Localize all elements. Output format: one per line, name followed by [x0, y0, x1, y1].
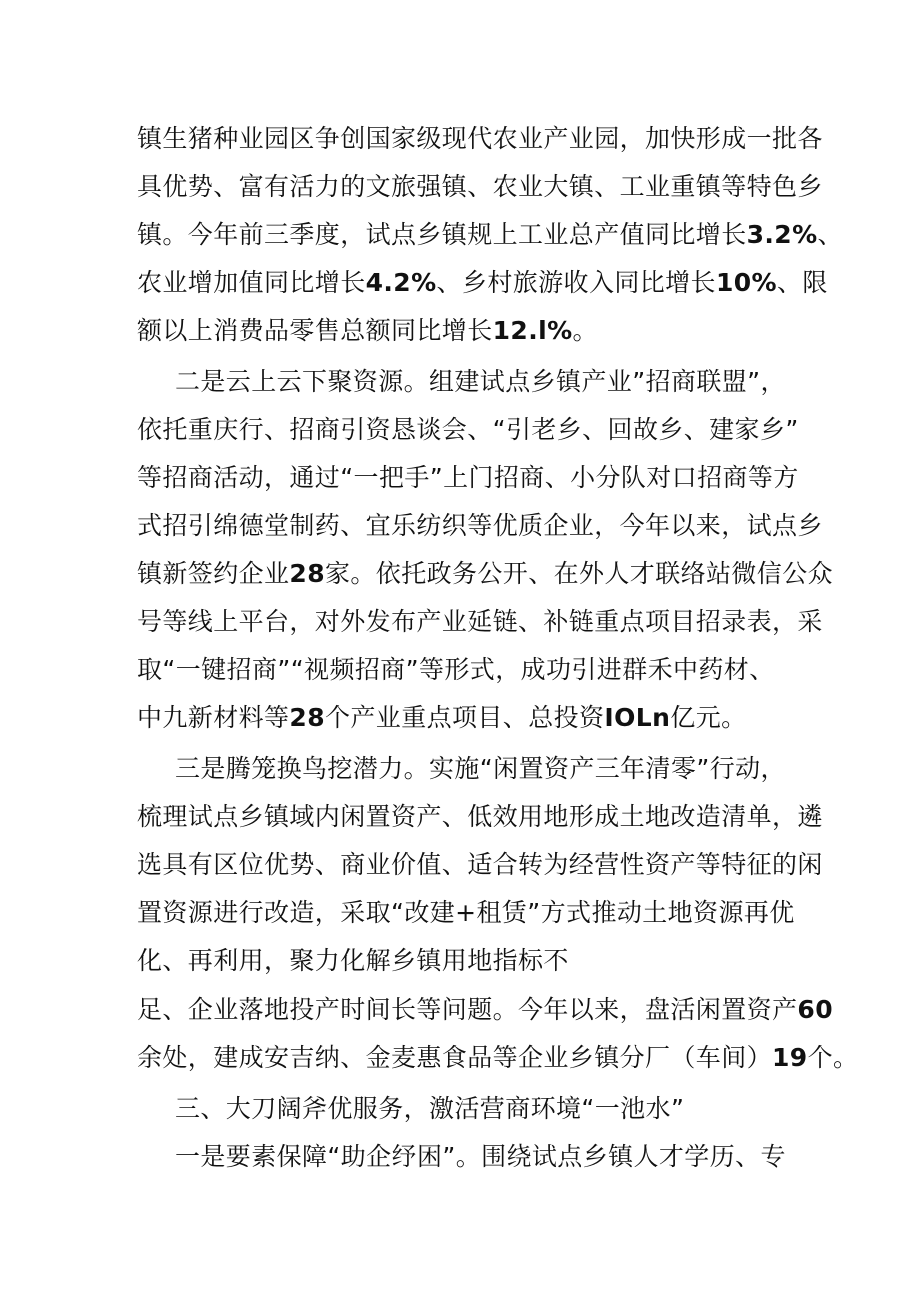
bold-figure: 28 — [289, 703, 325, 732]
paragraph-line: 号等线上平台，对外发布产业延链、补链重点项目招录表，采 — [137, 607, 823, 636]
section-heading: 三、大刀阔斧优服务，激活营商环境“一池水” — [175, 1094, 685, 1123]
paragraph-line: 梳理试点乡镇域内闲置资产、低效用地形成土地改造清单，遴 — [137, 802, 823, 831]
paragraph-line: 置资源进行改造，采取“改建+租赁”方式推动土地资源再优 — [137, 898, 795, 927]
paragraph-line: 镇生猪种业园区争创国家级现代农业产业园，加快形成一批各 — [137, 124, 823, 153]
paragraph-line: 式招引绵德堂制药、宜乐纺织等优质企业，今年以来，试点乡 — [137, 511, 823, 540]
bold-figure: 4.2% — [365, 268, 437, 297]
paragraph-line: 等招商活动，通过“一把手”上门招商、小分队对口招商等方 — [137, 463, 799, 492]
bold-figure: 28 — [289, 559, 325, 588]
bold-figure: 60 — [797, 995, 833, 1024]
paragraph-line: 选具有区位优势、商业价值、适合转为经营性资产等特征的闲 — [137, 850, 823, 879]
paragraph-line: 镇新签约企业28家。依托政务公开、在外人才联络站微信公众 — [137, 559, 834, 588]
paragraph-line: 额以上消费品零售总额同比增长12.l%。 — [137, 316, 598, 345]
paragraph-line: 二是云上云下聚资源。组建试点乡镇产业”招商联盟”， — [175, 367, 786, 396]
paragraph-line: 镇。今年前三季度，试点乡镇规上工业总产值同比增长3.2%、 — [137, 220, 843, 249]
paragraph-line: 足、企业落地投产时间长等问题。今年以来，盘活闲置资产60 — [137, 995, 833, 1024]
paragraph-line: 三是腾笼换鸟挖潜力。实施“闲置资产三年清零”行动， — [175, 754, 786, 783]
paragraph-line: 中九新材料等28个产业重点项目、总投资IOLn亿元。 — [137, 703, 747, 732]
paragraph-line: 农业增加值同比增长4.2%、乡村旅游收入同比增长10%、限 — [137, 268, 828, 297]
paragraph-line: 取“一键招商”“视频招商”等形式，成功引进群禾中药材、 — [137, 655, 775, 684]
paragraph-line: 具优势、富有活力的文旅强镇、农业大镇、工业重镇等特色乡 — [137, 172, 823, 201]
paragraph-line: 化、再利用，聚力化解乡镇用地指标不 — [137, 946, 569, 975]
bold-figure: 12.l% — [492, 316, 573, 345]
paragraph-line: 余处，建成安吉纳、金麦惠食品等企业乡镇分厂（车间）19个。 — [137, 1043, 859, 1072]
bold-figure: IOLn — [604, 703, 671, 732]
paragraph-line: 一是要素保障“助企纾困”。围绕试点乡镇人才学历、专 — [175, 1142, 786, 1171]
bold-figure: 10% — [715, 268, 777, 297]
bold-figure: 19 — [772, 1043, 808, 1072]
paragraph-line: 依托重庆行、招商引资恳谈会、“引老乡、回故乡、建家乡” — [137, 415, 799, 444]
bold-figure: 3.2% — [746, 220, 818, 249]
